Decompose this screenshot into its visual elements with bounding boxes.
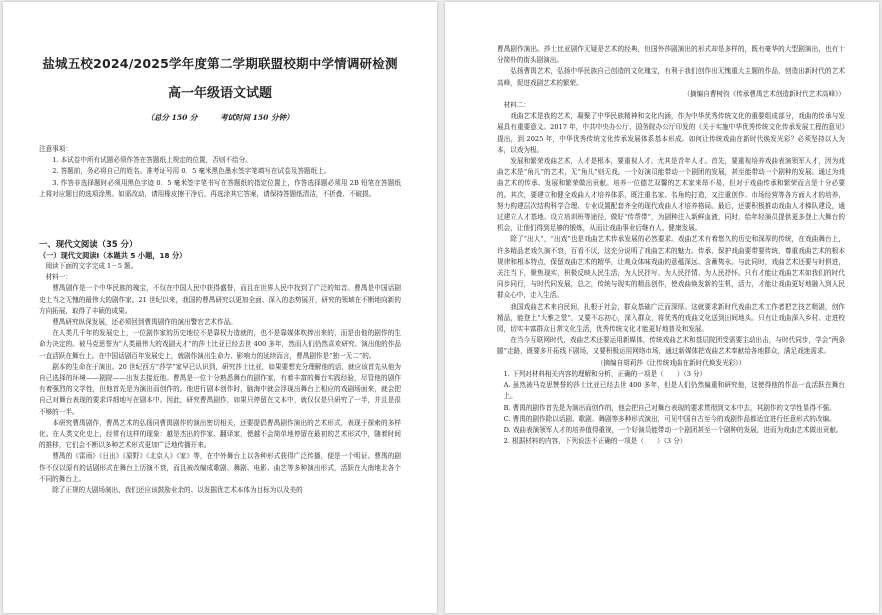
- page-2-text: [497, 44, 845, 447]
- section-heading: 一、现代文阅读（35 分）: [39, 239, 138, 249]
- paragraph: 本研究曹禺剧作，曹禺艺术的弘扬同曹禺剧作的演出密切相关，还要提倡曹禺剧作演出的艺术形式，表现于探索的多样化。在人类文化史上，经常有这样的现象：越是杰出的作家、翻译家，使越不会简单地停留在最初的艺术形式中，随着时间的推移，它们会不断以多种艺术形式更加广泛地传播开来。: [39, 418, 401, 450]
- question-1: [497, 369, 845, 436]
- paragraph: 我国戏曲艺术来自民间，扎根于社会，群众基础广泛而深厚。这就要求新时代戏曲艺术工作者把艺技艺精湛，创作精品，能登上“大雅之堂”，又要不忘初心，深入群众，将优秀的戏曲文化送到田间地头。只有让戏曲深入乡村、走进校园，切实丰富群众日常文化生活，优秀传统文化才能更好地普及和发展。: [497, 302, 845, 334]
- paragraph: 弘扬曹禺艺术，弘扬中华民族自己创造的文化瑰宝，有利于我们创作出无愧重大主题的作品，创造出新时代的艺术高峰，促进戏剧艺术的繁荣。: [497, 67, 845, 87]
- paragraph: 曹禺研究纵深发展，还必须回到曹禺剧作的演出警官艺术作品。: [52, 318, 237, 327]
- exam-time: 考试时间 150 分钟）: [220, 113, 294, 122]
- notice-item: 1. 本试卷中所有试题必须作答在答题纸上规定的位置，否则不给分。: [52, 156, 252, 165]
- paragraph: 发展和繁荣戏曲艺术，人才是根本，要重视人才，尤其是青年人才。首先，要重视培养戏曲表演领军人才，因为戏曲艺术是“角儿”的艺术，无“角儿”则无戏。一个好演员能带动一个剧团的发展，甚至能带动一个剧种的发展。通过为戏曲艺术的传承、发展和繁荣做出贡献。培养一位德艺双馨的艺术家来昂不易，但对于戏曲传承和繁荣而言是十分必要的。其次，要建立和健全戏曲人才培养体系，既注重名家、名角的打造，又注重创作、市场经营等各方面人才的培养，努力构建层次结构科学合理、专业设置配套齐全的现代戏曲人才培养格局。最后，还要积极推动戏曲人才梯队建设，通过建立人才基地、设立培训班等途径，做好“传帮带”，为剧种注入新鲜血液，同时，给年轻演员提供更多登上大舞台的机会，让他们得到足够的锻炼，从而让戏曲事业后继有人、健康发展。: [497, 157, 845, 233]
- exam-title: 盐城五校2024/2025学年度第二学期联盟校期中学情调研检测: [42, 56, 398, 71]
- source-citation: （摘编自胡莉莎《让传统戏曲在新时代焕发光彩》）: [596, 358, 746, 367]
- notice-title: 注意事项：: [39, 145, 72, 153]
- paragraph: 戏曲艺术是我的艺术，凝聚了中华民族精神和文化内涵，作为中华优秀传统文化的重要组成部分，戏曲的传承与发展具有重要意义。2017 年，中共中央办公厅、国务院办公厅印发的《关于实施中华优秀传统文化传承发展工程的意见》提出，到 2025 年，中华优秀传统文化传承发展体系基本形成。如何让传统戏曲在新时代焕发光彩？必须坚持以人为本，以戏为根。: [497, 112, 845, 154]
- question-stem: 2. 根据材料的内容，下列说法不正确的一项是（ ）（3 分）: [503, 437, 687, 446]
- paragraph: 除了“出人”，“出戏”也是戏曲艺术传承发展的必然要求。戏曲艺术有着悠久的历史和深厚的传统，在戏曲舞台上，许多精品老戏久演不衰，百看不厌，这充分说明了戏曲艺术的魅力。传承、保护戏曲要带要传统，尊重戏曲艺术的根本规律和根本特点，保留戏曲艺术的精华，让观众体味戏曲的意蕴深远、含蓄隽永。与此同时，戏曲艺术还要与时俱进，关注当下，聚焦现实，积极反映人民生活，为人民抒写、为人民抒情、为人民抒怀。只有才能让戏曲艺术如我们的时代同步同行，与时代同发展，总之，传统与现实的精品创作，使戏曲焕发新的生机，活力，才能让戏曲更好地融入到人民群众心中，走入生活。: [497, 235, 845, 300]
- notice-item: 3. 作答非选择题时必须用黑色字迹 0．5 毫米签字笔书写在答题纸的指定位置上，作答选择题必须用 2B 铅笔在答题纸上将对应题目的选项涂黑。如需改动，请用橡皮擦干净后，再选涂其它答案，请保持答题纸清洁，不折叠、不破损。: [39, 178, 401, 198]
- question-stem: 1. 下列对材料相关内容的理解和分析，正确的一项是（ ）（3 分）: [503, 369, 707, 378]
- paragraph: 曹禺的《雷雨》《日出》《原野》《北京人》《家》等，在中外舞台上以各种形式获得广泛传播，便是一个明证。曹禺的剧作不仅以原有的话剧形式在舞台上历演不衰，而且被改编成歌剧、舞剧、电影、曲艺等多种演出形式，活跃在大南地北各个不同的舞台上。: [39, 452, 401, 483]
- answer-option: D. 戏曲表演领军人才的培养值得重视，一个好演员能带动一个剧团甚至一个剧种的发展，进而为戏曲艺术做出贡献。: [503, 425, 843, 434]
- answer-option: B. 曹禺的剧作首先是为演出而创作的，他会把自己对舞台表现的要求贯彻到文本中去，其剧作的文学性显得不强。: [503, 403, 836, 412]
- paragraph: 曹禺剧作是一个中华民族的瑰宝，不仅在中国人民中获得盛誉，而且在世界人民中找到了广泛的知音。曹禺是中国话剧史上当之无愧的最伟大的剧作家。21 世纪以来，我国的曹禺研究以更加全面、深入的态势展开，研究的领域在不断地向新的方向拓展，取得了丰硕的成果。: [39, 284, 401, 315]
- material-label: 材料二：: [503, 101, 530, 110]
- paragraph: 在人类几千年的发展史上，一位剧作家的历史地位不是靠权力造就的，也不是靠媒体吹捧出来的，而是由他的剧作的生命力决定的。被马克思誉为“人类最伟大的戏剧天才”的莎士比亚已经去世 400 多年，然而人们仍然喜欢研究、演出他的作品一直活跃在舞台上。在中国话剧百年发展史上，就剧作演出生命力、影响力的延续而言，曹禺剧作是“独一无二”的。: [39, 329, 401, 360]
- source-citation: （摘编自曹树钧《传承曹禺艺术创造新时代艺术高峰》）: [683, 89, 845, 98]
- material-label: 材料一：: [45, 273, 72, 282]
- reading-section: [39, 238, 401, 496]
- subsection-heading: （一）现代文阅读Ⅰ（本题共 5 小题，18 分）: [39, 251, 187, 260]
- notice-item: 2. 答题前，务必将自己的姓名、准考证号用 0．5 毫米黑色墨水签字笔填写在试卷及答题纸上。: [52, 167, 331, 176]
- reading-instruction: 阅读下面的文字完成 1－5 题。: [45, 262, 138, 270]
- exam-meta: [39, 112, 401, 123]
- question-2: [497, 436, 845, 447]
- paragraph: 剧本的生命在于演出。20 世纪西方“莎学”家早已认识到，研究莎士比亚，如果要想充分理解他的话，就应该首先从他为自己选择的环境——剧院——出发去接近他。曹禺是一位十分熟悉舞台的剧作家，有着丰富的舞台实践经验，尽管他的剧作有着强烈的文学性，但他首先是为演出而创作的。他进行剧本创作时，脑海中就会浮现出舞台上相应的戏剧场面来，就会把自己对舞台表现的要求详细地写在剧本中。因此，研究曹禺剧作，如果只停留在文本中，就仅仅是只研究了一半，并且是很不够的一半。: [39, 362, 401, 416]
- paragraph: 在当今互联网时代，戏曲艺术还要运用新媒体，传统戏曲艺术和基层院团受需要主动出击，与时代同步，学会“两条腿”走路，既要多开拓线下剧场，又要积极运用网络市场，通过新媒体把戏曲艺术奉献给各地群众，满足戏迷需求。: [497, 336, 845, 356]
- exam-subtitle: 高一年级语文试题: [167, 86, 272, 101]
- paragraph: 除了正规的大剧场演出，我们还应该鼓励业余的、以发掘优艺术本体为目标为以及美的: [52, 486, 303, 495]
- answer-option: C. 曹禺的剧作除以话剧、歌剧、舞剧等多种形式演出，可见中国自古至今的戏剧作品都适宜进行任意形式的改编。: [503, 414, 836, 423]
- total-score: （总分 150 分: [146, 113, 198, 122]
- notice-block: [39, 144, 401, 200]
- exam-page-2: [445, 2, 879, 613]
- paragraph: 曹禺剧作演出。莎士比亚剧作无疑是艺术的经典，但国外莎剧演出的形式却是多样的，既有豪华的大型剧演出，也有十分简朴的街头剧演出。: [497, 45, 845, 65]
- answer-option: A. 虽然被马克思赞誉的莎士比亚已经去世 400 多年，但是人们仍然偏重和研究他，这使得他的作品一直活跃在舞台上。: [503, 381, 845, 401]
- exam-page-1: [3, 2, 437, 613]
